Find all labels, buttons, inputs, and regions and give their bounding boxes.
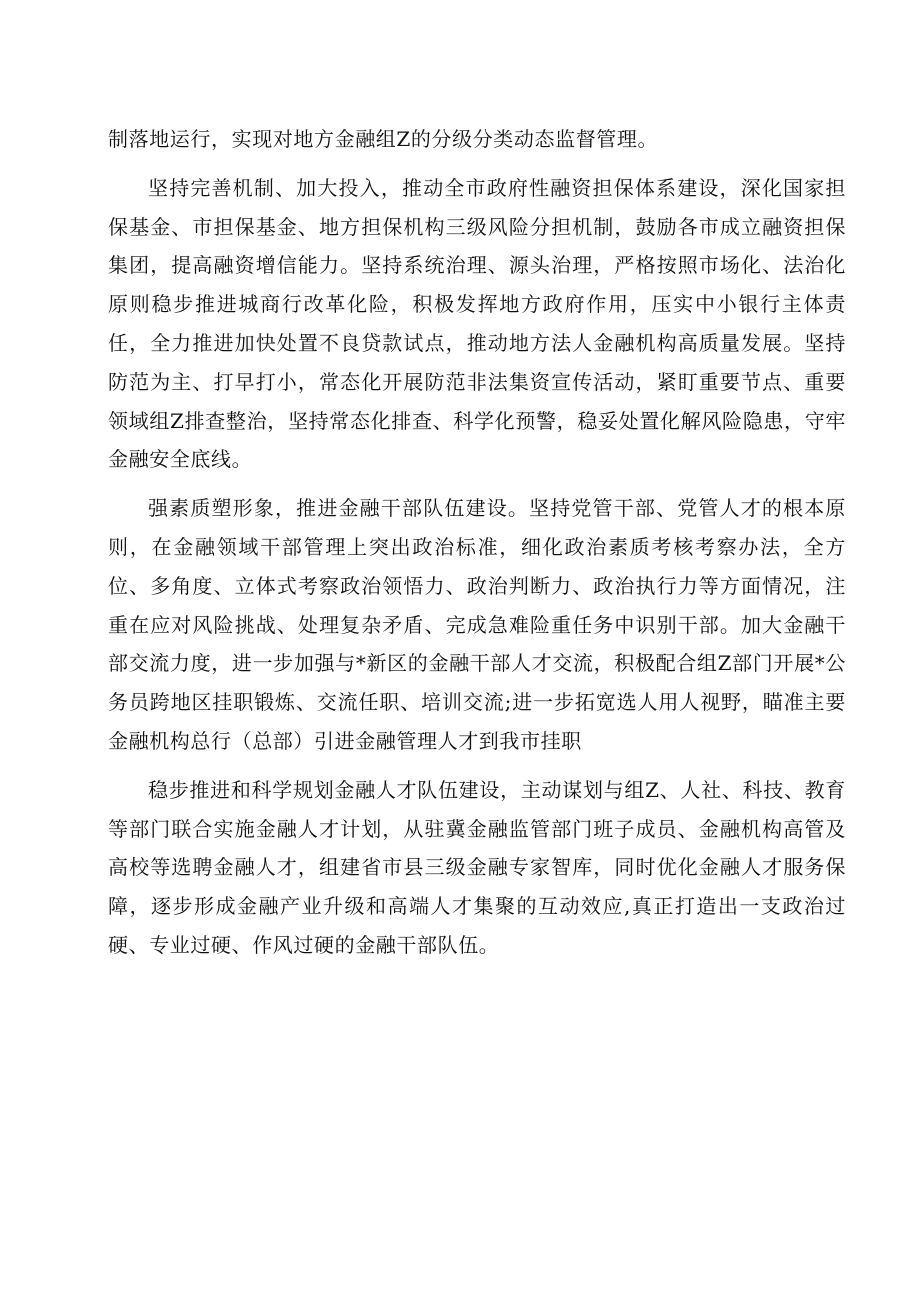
paragraph-financing-guarantee: 坚持完善机制、加大投入，推动全市政府性融资担保体系建设，深化国家担保基金、市担保基金、地方担保机构三级风险分担机制，鼓励各市成立融资担保集团，提高融资增信能力。坚持系统治理、源头治理，严格按照市场化、法治化原则稳步推进城商行改革化险，积极发挥地方政府作用，压实中小银行主体责任，全力推进加快处置不良贷款试点，推动地方法人金融机构高质量发展。坚持防范为主、打早打小，常态化开展防范非法集资宣传活动，紧盯重要节点、重要领域组Z排查整治，坚持常态化排查、科学化预警，稳妥处置化解风险隐患，守牢金融安全底线。 [108,175,846,472]
document-body [108,120,846,965]
paragraph-talent-team: 稳步推进和科学规划金融人才队伍建设，主动谋划与组Z、人社、科技、教育等部门联合实施金融人才计划，从驻冀金融监管部门班子成员、金融机构高管及高校等选聘金融人才，组建省市县三级金融专家智库，同时优化金融人才服务保障，逐步形成金融产业升级和高端人才集聚的互动效应,真正打造出一支政治过硬、专业过硬、作风过硬的金融干部队伍。 [108,777,846,957]
paragraph-continuation: 制落地运行，实现对地方金融组Z的分级分类动态监督管理。 [108,127,659,151]
paragraph-cadre-building: 强素质塑形象，推进金融干部队伍建设。坚持党管干部、党管人才的根本原则，在金融领域干部管理上突出政治标准，细化政治素质考核考察办法，全方位、多角度、立体式考察政治领悟力、政治判断力、政治执行力等方面情况，注重在应对风险挑战、处理复杂矛盾、完成急难险重任务中识别干部。加大金融干部交流力度，进一步加强与*新区的金融干部人才交流，积极配合组Z部门开展*公务员跨地区挂职锻炼、交流任职、培训交流;进一步拓宽选人用人视野，瞄准主要金融机构总行（总部）引进金融管理人才到我市挂职 [108,496,846,753]
